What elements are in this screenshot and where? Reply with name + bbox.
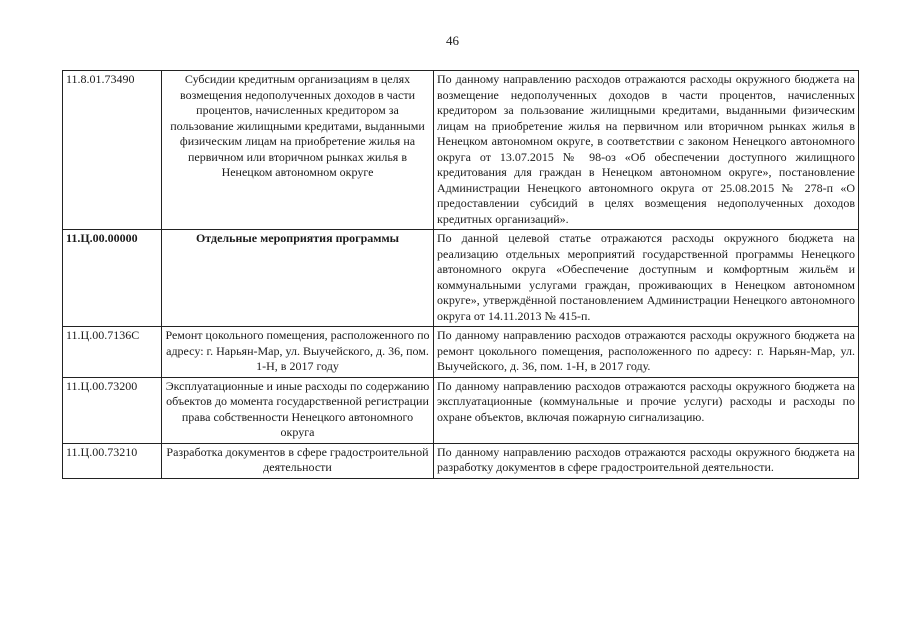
expense-description-cell: По данной целевой статье отражаются расходы окружного бюджета на реализацию отдельных мероприятий государственной программы Ненецкого автономного округа «Обеспечение доступным и комфортным жильём и коммунальными услугами граждан, проживающих в Ненецком автономном округе», утверждённой постановлением Администрации Ненецкого автономного округа от 14.11.2013 № 415-п. <box>434 230 859 327</box>
target-code-cell: 11.Ц.00.73200 <box>63 377 162 443</box>
budget-classification-table <box>62 70 859 479</box>
target-code-cell: 11.Ц.00.7136С <box>63 327 162 378</box>
expense-name-cell: Эксплуатационные и иные расходы по содержанию объектов до момента государственной регистрации права собственности Ненецкого автономного округа <box>162 377 434 443</box>
table-row <box>63 71 859 230</box>
table-row <box>63 443 859 478</box>
target-code-cell: 11.8.01.73490 <box>63 71 162 230</box>
target-code-cell: 11.Ц.00.73210 <box>63 443 162 478</box>
expense-name-cell: Субсидии кредитным организациям в целях возмещения недополученных доходов в части процентов, начисленных кредитором за пользование жилищными кредитами, выданными физическим лицам на приобретение жилья на первичном или вторичном рынках жилья в Ненецком автономном округе <box>162 71 434 230</box>
expense-name-cell: Отдельные мероприятия программы <box>162 230 434 327</box>
expense-description-cell: По данному направлению расходов отражаются расходы окружного бюджета на ремонт цокольного помещения, расположенного по адресу: г. Нарьян-Мар, ул. Выучейского, д. 36, пом. 1-Н, в 2017 году. <box>434 327 859 378</box>
table-row <box>63 327 859 378</box>
expense-name-cell: Разработка документов в сфере градостроительной деятельности <box>162 443 434 478</box>
expense-name-cell: Ремонт цокольного помещения, расположенного по адресу: г. Нарьян-Мар, ул. Выучейского, д. 36, пом. 1-Н, в 2017 году <box>162 327 434 378</box>
expense-description-cell: По данному направлению расходов отражаются расходы окружного бюджета на эксплуатационные (коммунальные и прочие услуги) расходы и расходы по охране объектов, включая пожарную сигнализацию. <box>434 377 859 443</box>
table-row <box>63 230 859 327</box>
expense-description-cell: По данному направлению расходов отражаются расходы окружного бюджета на разработку документов в сфере градостроительной деятельности. <box>434 443 859 478</box>
table-row <box>63 377 859 443</box>
expense-description-cell: По данному направлению расходов отражаются расходы окружного бюджета на возмещение недополученных доходов в части процентов, начисленных кредитором за пользование жилищными кредитами, выданными физическим лицам на приобретение жилья на первичном или вторичном рынках жилья в Ненецком автономном округе, в соответствии с законом Ненецкого автономного округа от 13.07.2015 № 98-оз «Об обеспечении доступного жилищного кредитования для граждан в Ненецком автономном округе», постановление Администрации Ненецкого автономного округа от 25.08.2015 № 278-п «О предоставлении субсидий в целях возмещения недополученных доходов кредитных организаций». <box>434 71 859 230</box>
target-code-cell: 11.Ц.00.00000 <box>63 230 162 327</box>
page-number: 46 <box>446 33 459 48</box>
